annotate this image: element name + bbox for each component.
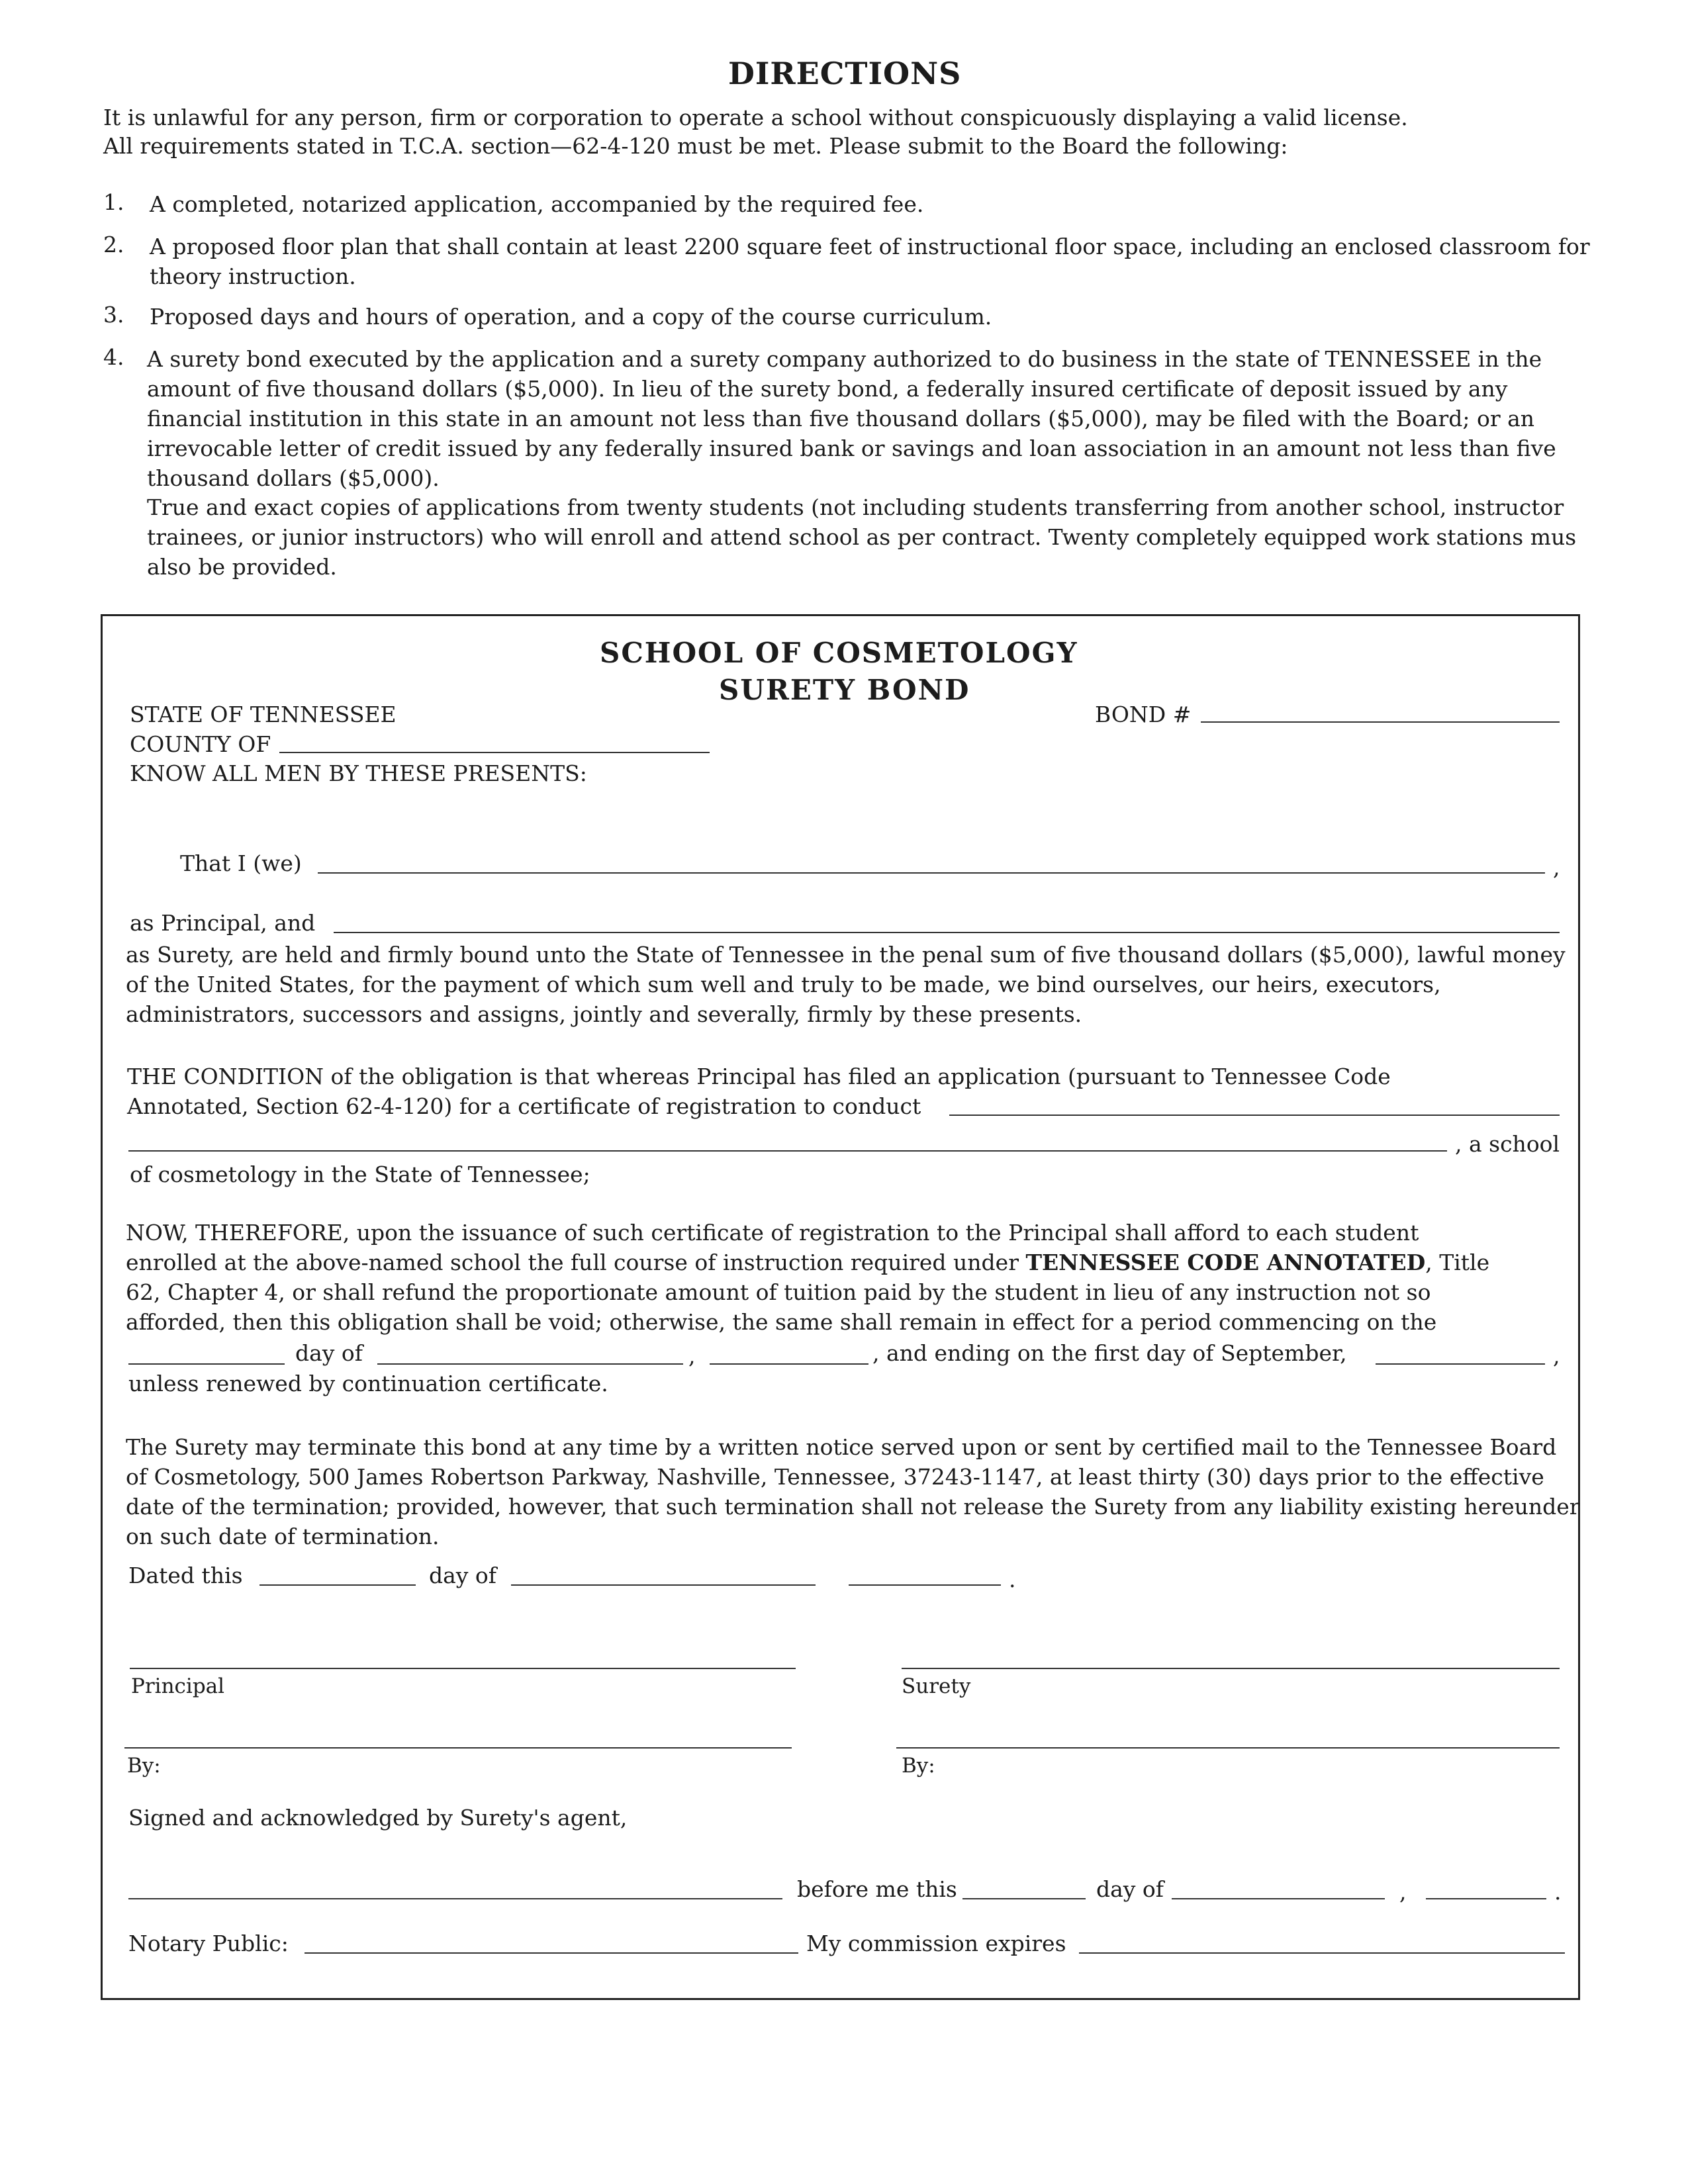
before-me-label: before me this	[797, 1876, 957, 1902]
principal-signature-field[interactable]	[130, 1668, 796, 1669]
principal-by-field[interactable]	[124, 1747, 792, 1749]
dated-month-field[interactable]	[511, 1584, 816, 1586]
item-number: 2.	[103, 232, 124, 257]
extra-paragraph: True and exact copies of applications from twenty students (not including students transferring from another school, instructor trainees, or junior instructors) who will enroll and attend school as per contract. Twenty completely equipped work stations mus also be provided.	[147, 494, 1577, 580]
start-day-field[interactable]	[128, 1363, 285, 1365]
intro-line-2: All requirements stated in T.C.A. section—62-4-120 must be met. Please submit to the Board the following:	[103, 133, 1288, 159]
county-label: COUNTY OF	[130, 731, 271, 757]
day-of-label: day of	[429, 1563, 497, 1588]
surety-by-label: By:	[902, 1754, 935, 1778]
dated-this-label: Dated this	[128, 1563, 243, 1588]
state-label: STATE OF TENNESSEE	[130, 702, 397, 727]
comma: ,	[1399, 1879, 1407, 1905]
a-school-label: , a school	[1455, 1131, 1560, 1157]
know-all-men: KNOW ALL MEN BY THESE PRESENTS:	[130, 760, 587, 786]
directions-title: DIRECTIONS	[728, 56, 962, 91]
comma: ,	[1553, 854, 1560, 880]
start-month-field[interactable]	[377, 1363, 683, 1365]
school-name-field[interactable]	[949, 1115, 1560, 1116]
that-i-label: That I (we)	[180, 850, 302, 876]
unless-renewed: unless renewed by continuation certificate.	[128, 1371, 608, 1396]
now-therefore-line-2: enrolled at the above-named school the full course of instruction required under TENNESSEE CODE ANNOTATED, Title	[126, 1250, 1490, 1275]
comma: ,	[1553, 1343, 1560, 1369]
condition-line-1: THE CONDITION of the obligation is that whereas Principal has filed an application (pursuant to Tennessee Code	[127, 1064, 1391, 1089]
of-cosmetology-label: of cosmetology in the State of Tennessee;	[130, 1161, 590, 1187]
now-therefore-line-4: afforded, then this obligation shall be void; otherwise, the same shall remain in effect for a period commencing on the	[126, 1309, 1437, 1335]
now-therefore-line-3: 62, Chapter 4, or shall refund the proportionate amount of tuition paid by the student in lieu of any instruction not so	[126, 1279, 1431, 1305]
item-number: 3.	[103, 302, 124, 328]
notary-label: Notary Public:	[128, 1931, 289, 1956]
list-item: A proposed floor plan that shall contain at least 2200 square feet of instructional floor space, including an enclosed classroom for theory instruction.	[150, 234, 1590, 289]
ack-day-field[interactable]	[962, 1898, 1086, 1899]
principal-label: Principal	[131, 1674, 225, 1698]
bond-title-line-2: SURETY BOND	[719, 674, 970, 706]
surety-terminate-paragraph: The Surety may terminate this bond at any time by a written notice served upon or sent by certified mail to the Tennessee Board of Cosmetology, 500 James Robertson Parkway, Nashville, Tennessee, 37243-1147, at least thirty (30) days prior to the effective date of the termination; provided, however, that such termination shall not release the Surety from any liability existing hereunder on such date of termination.	[126, 1434, 1580, 1549]
statute-name: TENNESSEE CODE ANNOTATED	[1025, 1250, 1426, 1275]
principal-by-label: By:	[127, 1754, 161, 1778]
day-of-label: day of	[295, 1340, 363, 1366]
agent-name-field[interactable]	[128, 1898, 782, 1899]
county-field[interactable]	[279, 752, 710, 753]
surety-by-field[interactable]	[896, 1747, 1560, 1749]
period: .	[1009, 1567, 1016, 1592]
dated-day-field[interactable]	[259, 1584, 416, 1586]
ack-month-field[interactable]	[1172, 1898, 1385, 1899]
school-name-field-2[interactable]	[128, 1150, 1447, 1152]
commission-label: My commission expires	[806, 1931, 1066, 1956]
end-year-field[interactable]	[1376, 1363, 1545, 1365]
condition-line-2: Annotated, Section 62-4-120) for a certificate of registration to conduct	[127, 1093, 921, 1119]
ending-label: , and ending on the first day of September,	[872, 1340, 1347, 1366]
dated-year-field[interactable]	[849, 1584, 1001, 1586]
period: .	[1554, 1879, 1562, 1905]
surety-signature-field[interactable]	[902, 1668, 1560, 1669]
list-item: A surety bond executed by the application and a surety company authorized to do business in the state of TENNESSEE in the amount of five thousand dollars ($5,000). In lieu of the surety bond, a federally insured certificate of deposit issued by any financial institution in this state in an amount not less than five thousand dollars ($5,000), may be filed with the Board; or an irrevocable letter of credit issued by any federally insured bank or savings and loan association in an amount not less than five thousand dollars ($5,000).	[147, 346, 1556, 491]
bond-number-field[interactable]	[1201, 721, 1560, 723]
signed-acknowledged: Signed and acknowledged by Surety's agent,	[128, 1805, 628, 1831]
commission-expires-field[interactable]	[1079, 1952, 1565, 1954]
as-principal-label: as Principal, and	[130, 910, 316, 936]
list-item: Proposed days and hours of operation, and a copy of the course curriculum.	[150, 304, 992, 330]
surety-name-field[interactable]	[334, 932, 1560, 933]
now-therefore-line-1: NOW, THEREFORE, upon the issuance of such certificate of registration to the Principal shall afford to each student	[126, 1220, 1419, 1246]
start-year-field[interactable]	[710, 1363, 868, 1365]
intro-line-1: It is unlawful for any person, firm or corporation to operate a school without conspicuously displaying a valid license.	[103, 105, 1408, 130]
notary-field[interactable]	[305, 1952, 798, 1954]
as-surety-paragraph: as Surety, are held and firmly bound unto the State of Tennessee in the penal sum of five thousand dollars ($5,000), lawful money of the United States, for the payment of which sum well and truly to be made, we bind ourselves, our heirs, executors, administrators, successors and assigns, jointly and severally, firmly by these presents.	[126, 942, 1566, 1027]
ack-year-field[interactable]	[1426, 1898, 1546, 1899]
day-of-label: day of	[1096, 1876, 1164, 1902]
surety-label: Surety	[902, 1674, 971, 1698]
comma: ,	[688, 1343, 696, 1369]
item-number: 4.	[103, 344, 124, 370]
bond-title-line-1: SCHOOL OF COSMETOLOGY	[600, 637, 1078, 669]
bond-number-label: BOND #	[1095, 702, 1192, 727]
principal-name-field[interactable]	[318, 872, 1545, 874]
list-item: A completed, notarized application, accompanied by the required fee.	[150, 191, 924, 217]
item-number: 1.	[103, 189, 124, 215]
